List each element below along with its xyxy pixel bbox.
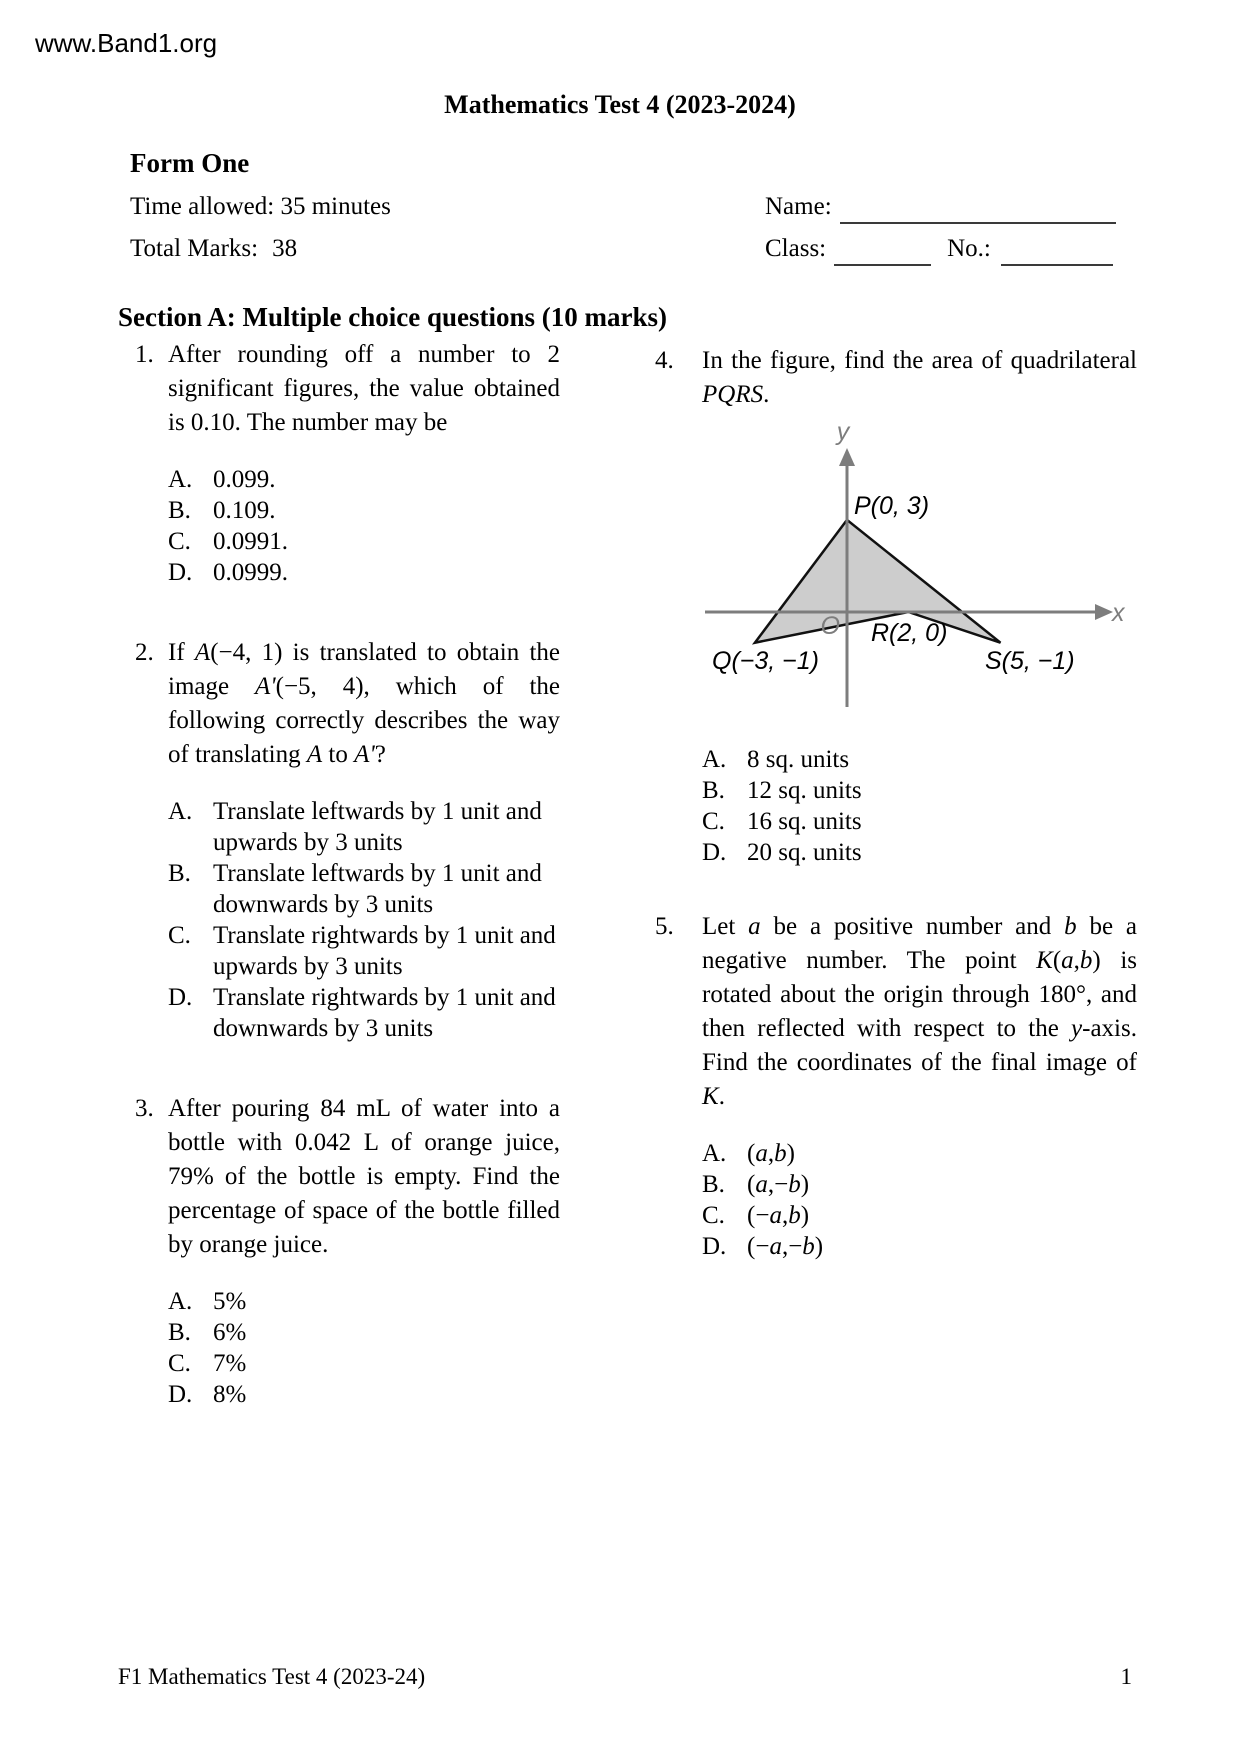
option-text: Translate leftwards by 1 unit and downwards by 3 units bbox=[213, 860, 542, 918]
question-1 bbox=[118, 338, 560, 588]
no-label: No.: bbox=[947, 235, 991, 262]
option-row bbox=[168, 1317, 560, 1348]
option-text: 12 sq. units bbox=[747, 777, 862, 804]
option-text: (a,−b) bbox=[747, 1171, 810, 1198]
option-letter: B. bbox=[168, 1319, 191, 1346]
option-letter: A. bbox=[168, 466, 193, 493]
x-axis-arrowhead bbox=[1095, 604, 1113, 620]
option-text: 0.0999. bbox=[213, 559, 288, 586]
question-4 bbox=[655, 344, 1137, 868]
no-blank-line bbox=[1001, 236, 1113, 266]
option-row bbox=[168, 920, 560, 982]
options-list bbox=[702, 744, 1137, 868]
option-text: 8 sq. units bbox=[747, 746, 850, 773]
option-row bbox=[168, 982, 560, 1044]
option-letter: A. bbox=[702, 1140, 727, 1167]
option-row bbox=[168, 796, 560, 858]
left-column bbox=[118, 300, 667, 1410]
name-field-row bbox=[765, 190, 1116, 224]
question-text: In the figure, find the area of quadrilateral PQRS. bbox=[702, 347, 1137, 408]
question-text: If A(−4, 1) is translated to obtain the image A'(−5, 4), which of the following correctly describes the way of translating A to A'? bbox=[168, 639, 560, 768]
point-label-r: R(2, 0) bbox=[871, 619, 948, 647]
options-list bbox=[702, 1138, 1137, 1262]
footer-title: F1 Mathematics Test 4 (2023-24) bbox=[118, 1664, 426, 1689]
section-a-heading: Section A: Multiple choice questions (10 marks) bbox=[118, 302, 667, 332]
form-level-label: Form One bbox=[130, 148, 250, 178]
option-text: 16 sq. units bbox=[747, 808, 862, 835]
option-row bbox=[702, 837, 1137, 868]
total-marks-value: 38 bbox=[272, 235, 298, 262]
option-row bbox=[168, 464, 560, 495]
question-5 bbox=[655, 910, 1137, 1262]
point-label-q: Q(−3, −1) bbox=[712, 647, 819, 675]
class-label: Class: bbox=[765, 235, 827, 262]
class-blank-line bbox=[834, 236, 931, 266]
time-allowed: Time allowed: 35 minutes bbox=[130, 193, 391, 220]
option-text: (−a,b) bbox=[747, 1202, 810, 1229]
option-letter: C. bbox=[168, 528, 191, 555]
option-row bbox=[168, 495, 560, 526]
question-text: Let a be a positive number and b be a negative number. The point K(a,b) is rotated about the origin through 180°, and then reflected with respect to the y-axis. Find the coordinates of the final image of K. bbox=[702, 913, 1138, 1110]
option-letter: D. bbox=[168, 559, 193, 586]
option-text: 8% bbox=[213, 1381, 247, 1408]
class-no-field-row bbox=[765, 232, 1113, 266]
option-text: 7% bbox=[213, 1350, 247, 1377]
option-text: 5% bbox=[213, 1288, 247, 1315]
question-2 bbox=[118, 636, 560, 1044]
options-list bbox=[168, 796, 560, 1044]
option-text: 20 sq. units bbox=[747, 839, 862, 866]
option-row bbox=[702, 1200, 1137, 1231]
option-text: (a,b) bbox=[747, 1140, 795, 1167]
x-axis-label: x bbox=[1112, 599, 1125, 627]
option-row bbox=[702, 1231, 1137, 1262]
page-title: Mathematics Test 4 (2023-2024) bbox=[444, 90, 796, 119]
option-row bbox=[702, 775, 1137, 806]
question-number: 3. bbox=[135, 1095, 154, 1122]
option-row bbox=[168, 1379, 560, 1410]
option-letter: A. bbox=[168, 798, 193, 825]
point-label-p: P(0, 3) bbox=[854, 492, 930, 520]
option-row bbox=[168, 1348, 560, 1379]
option-letter: A. bbox=[168, 1288, 193, 1315]
y-axis-label: y bbox=[836, 420, 850, 446]
option-letter: C. bbox=[168, 922, 191, 949]
options-list bbox=[168, 1286, 560, 1410]
question-number: 1. bbox=[135, 341, 154, 368]
total-marks-label: Total Marks: bbox=[130, 235, 259, 262]
figure-container bbox=[657, 420, 1137, 720]
option-row bbox=[702, 744, 1137, 775]
question-number: 2. bbox=[135, 639, 154, 666]
option-row bbox=[702, 1138, 1137, 1169]
option-text: (−a,−b) bbox=[747, 1233, 824, 1260]
question-3 bbox=[118, 1092, 560, 1410]
option-letter: C. bbox=[702, 1202, 725, 1229]
page-number: 1 bbox=[1120, 1664, 1132, 1689]
option-row bbox=[168, 1286, 560, 1317]
name-blank-line bbox=[840, 194, 1116, 224]
option-letter: D. bbox=[168, 1381, 193, 1408]
option-text: 0.099. bbox=[213, 466, 276, 493]
option-letter: C. bbox=[702, 808, 725, 835]
option-row bbox=[702, 806, 1137, 837]
y-axis-arrowhead bbox=[839, 448, 855, 466]
options-list bbox=[168, 464, 560, 588]
option-row bbox=[168, 557, 560, 588]
option-row bbox=[168, 858, 560, 920]
origin-label: O bbox=[820, 612, 840, 640]
total-marks bbox=[130, 232, 297, 266]
question-text: After rounding off a number to 2 significant figures, the value obtained is 0.10. The number may be bbox=[168, 341, 560, 436]
option-letter: B. bbox=[702, 1171, 725, 1198]
site-watermark: www.Band1.org bbox=[35, 28, 218, 58]
point-label-s: S(5, −1) bbox=[985, 647, 1075, 675]
option-text: Translate rightwards by 1 unit and upwards by 3 units bbox=[213, 922, 556, 980]
option-letter: D. bbox=[702, 1233, 727, 1260]
option-text: 0.109. bbox=[213, 497, 276, 524]
option-text: Translate rightwards by 1 unit and downwards by 3 units bbox=[213, 984, 556, 1042]
option-letter: D. bbox=[168, 984, 193, 1011]
option-letter: B. bbox=[168, 860, 191, 887]
name-label: Name: bbox=[765, 193, 832, 220]
option-letter: D. bbox=[702, 839, 727, 866]
question-text: After pouring 84 mL of water into a bottle with 0.042 L of orange juice, 79% of the bottle is empty. Find the percentage of space of the bottle filled by orange juice. bbox=[168, 1095, 560, 1258]
question-number: 4. bbox=[655, 347, 674, 374]
option-letter: A. bbox=[702, 746, 727, 773]
option-letter: B. bbox=[702, 777, 725, 804]
option-text: Translate leftwards by 1 unit and upwards by 3 units bbox=[213, 798, 542, 856]
option-text: 0.0991. bbox=[213, 528, 288, 555]
option-letter: C. bbox=[168, 1350, 191, 1377]
option-row bbox=[702, 1169, 1137, 1200]
right-column bbox=[655, 344, 1137, 1262]
option-row bbox=[168, 526, 560, 557]
option-letter: B. bbox=[168, 497, 191, 524]
option-text: 6% bbox=[213, 1319, 247, 1346]
coordinate-figure bbox=[657, 420, 1137, 710]
question-number: 5. bbox=[655, 913, 674, 940]
